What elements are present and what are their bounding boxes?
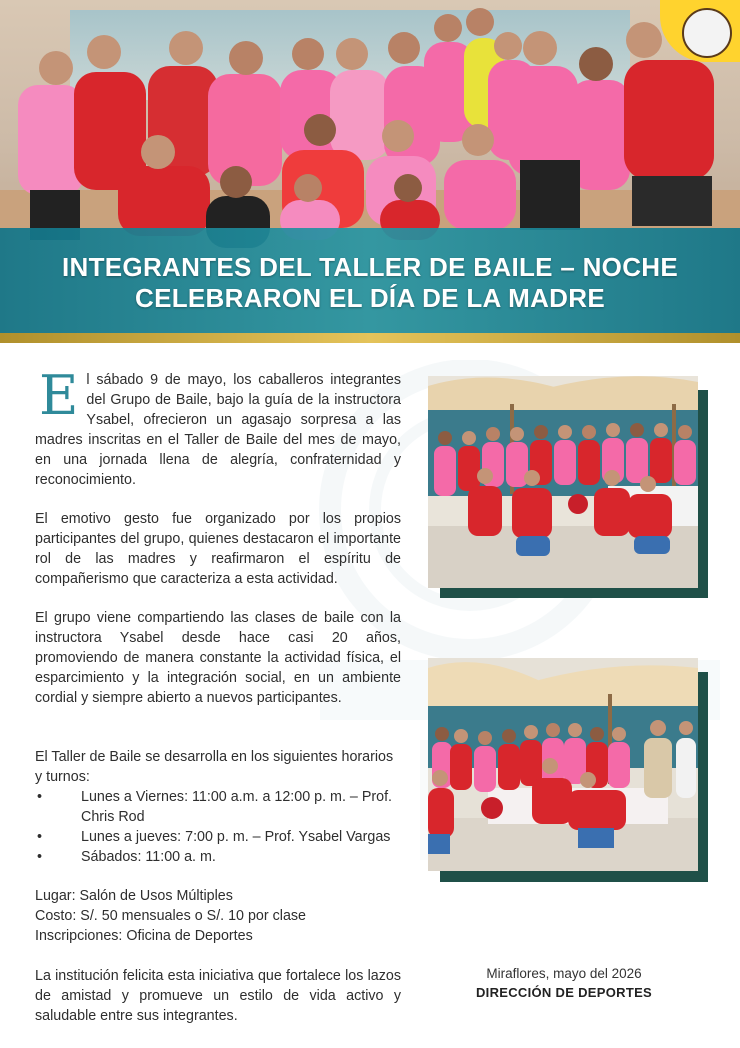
bullet-icon: •	[37, 789, 43, 805]
title-line-2: CELEBRARON EL DÍA DE LA MADRE	[135, 283, 605, 313]
schedule-item-text: Lunes a jueves: 7:00 p. m. – Prof. Ysabel Vargas	[81, 829, 391, 845]
cost-text: Costo: S/. 50 mensuales o S/. 10 por clase	[35, 908, 306, 924]
schedule-item-text: Lunes a Viernes: 11:00 a.m. a 12:00 p. m. – Prof. Chris Rod	[81, 789, 393, 825]
place-date: Miraflores, mayo del 2026	[486, 966, 642, 981]
schedule-list	[35, 787, 401, 867]
paragraph-3: El grupo viene compartiendo las clases de baile con la instructora Ysabel desde hace casi 20 años, promoviendo de manera constante la actividad física, el esparcimiento y la integración social, en un ambiente cordial y siempre abierto a nuevos participantes.	[35, 610, 401, 706]
schedule-item-text: Sábados: 11:00 a. m.	[81, 849, 216, 865]
location-text: Lugar: Salón de Usos Múltiples	[35, 888, 233, 904]
schedule-item	[35, 787, 401, 827]
page-title	[0, 252, 740, 314]
department-signature: DIRECCIÓN DE DEPORTES	[475, 985, 653, 1000]
details-block	[35, 886, 401, 946]
bullet-icon: •	[37, 849, 43, 865]
hero-photo	[0, 0, 740, 343]
bullet-icon: •	[37, 829, 43, 845]
schedule-item	[35, 847, 401, 867]
gold-stripe	[0, 333, 740, 343]
closing-paragraph: La institución felicita esta iniciativa que fortalece los lazos de amistad y promueve un estilo de vida activo y saludable entre sus integrantes.	[35, 968, 401, 1024]
title-line-1: INTEGRANTES DEL TALLER DE BAILE – NOCHE	[62, 252, 678, 282]
paragraph-2: El emotivo gesto fue organizado por los propios participantes del grupo, quienes destacaron el importante rol de las madres y reafirmaron el espíritu de compañerismo que caracteriza a esta actividad.	[35, 511, 401, 587]
paragraph-4: El Taller de Baile se desarrolla en los siguientes horarios y turnos:	[35, 749, 394, 785]
schedule-item	[35, 827, 401, 847]
paragraph-1	[35, 364, 401, 490]
paragraph-1-text: l sábado 9 de mayo, los caballeros integrantes del Grupo de Baile, bajo la guía de la instructora Ysabel, ofrecieron un agasajo sorpresa a las madres inscritas en el Taller de Baile del mes de mayo, en una jornada llena de alegría, confraternidad y reconocimiento.	[35, 372, 401, 488]
drop-cap: E	[39, 364, 79, 427]
logo-seal	[682, 8, 732, 58]
group-photo-1-illustration	[428, 376, 698, 588]
group-photo-1	[428, 376, 698, 588]
group-photo-2	[428, 658, 698, 871]
registration-text: Inscripciones: Oficina de Deportes	[35, 928, 253, 944]
group-photo-2-illustration	[428, 658, 698, 871]
